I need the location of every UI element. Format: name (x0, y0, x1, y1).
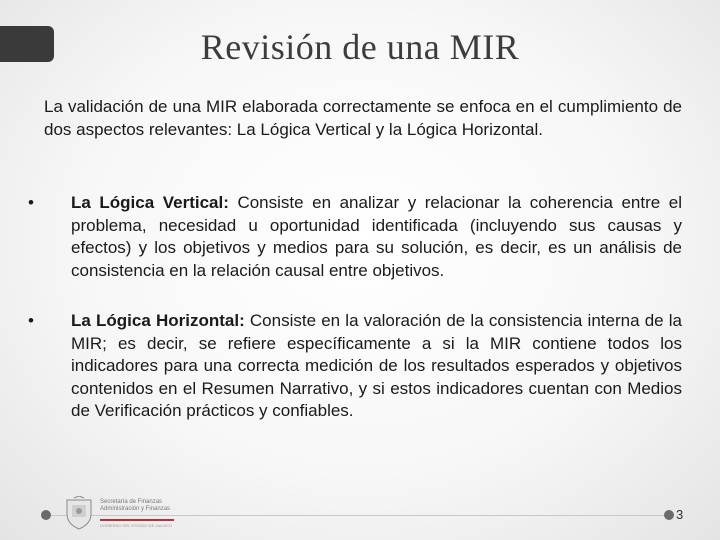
bullet-text: Consiste en la valoración de la consistencia interna de la MIR; es decir, se refiere específicamente a si la MIR contiene todos los indicadores para una correcta medición de los resultados esperados y objetivos contenidos en el Resumen Narrativo, y si estos indicadores cuentan con Medios de Verificación prácticos y confiables. (71, 311, 682, 420)
footer-left-dot (41, 510, 51, 520)
intro-paragraph: La validación de una MIR elaborada correctamente se enfoca en el cumplimiento de dos aspectos relevantes: La Lógica Vertical y la Lógica Horizontal. (44, 97, 682, 139)
bullet-vertical-logic (28, 192, 682, 282)
bullet-term: La Lógica Horizontal: (71, 311, 245, 330)
bullet-list (28, 192, 682, 423)
coat-of-arms-icon (64, 496, 94, 530)
footer-right-dot (664, 510, 674, 520)
bullet-horizontal-logic (28, 310, 682, 423)
slide-title: Revisión de una MIR (200, 27, 520, 67)
government-logo (64, 496, 176, 532)
logo-rule (100, 519, 174, 521)
bullet-marker: • (28, 311, 34, 330)
logo-subtitle: GOBIERNO DEL ESTADO DE JALISCO (100, 523, 173, 528)
logo-text (100, 499, 170, 513)
page-number: 3 (676, 507, 684, 522)
logo-line2: Administración y Finanzas (100, 506, 171, 512)
bullet-term: La Lógica Vertical: (71, 193, 229, 212)
logo-line1: Secretaría de Finanzas (100, 499, 163, 505)
bullet-marker: • (28, 193, 34, 212)
bullet-text: Consiste en analizar y relacionar la coherencia entre el problema, necesidad u oportunidad identificada (incluyendo sus causas y efectos) y los objetivos y medios para su solución, es decir, es un análisis de consistencia en la relación causal entre objetivos. (71, 193, 682, 280)
